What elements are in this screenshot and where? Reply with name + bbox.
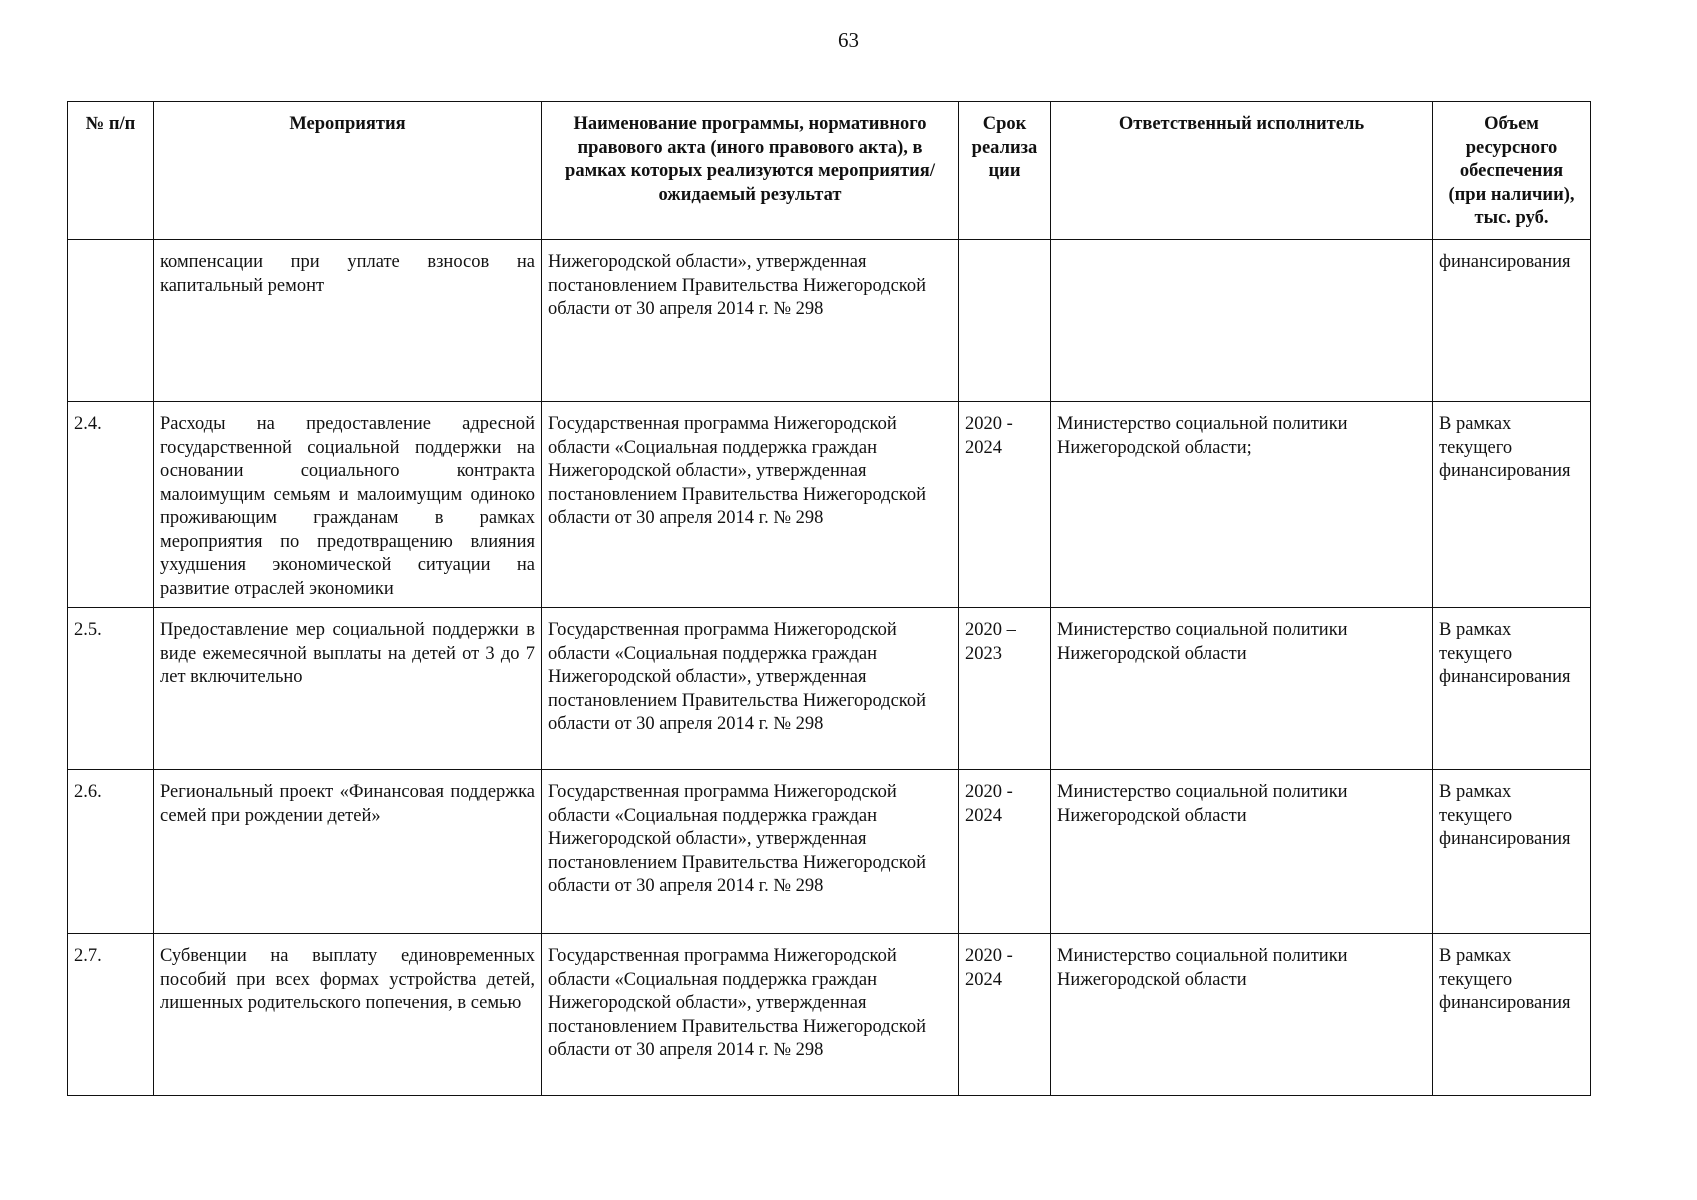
header-num: № п/п [68,102,154,240]
cell-activity: Предоставление мер социальной поддержки в виде ежемесячной выплаты на детей от 3 до 7 лет включительно [154,608,542,770]
cell-budget: В рамках текущего финансирования [1433,934,1591,1096]
cell-executor: Министерство социальной политики Нижегородской области; [1051,402,1433,608]
header-program: Наименование программы, нормативного правового акта (иного правового акта), в рамках которых реализуются мероприятия/ ожидаемый результат [542,102,959,240]
table-row [68,934,1591,1096]
header-term: Срок реализа ции [959,102,1051,240]
cell-budget: В рамках текущего финансирования [1433,608,1591,770]
table-row [68,770,1591,934]
cell-executor: Министерство социальной политики Нижегородской области [1051,770,1433,934]
cell-activity: Расходы на предоставление адресной государственной социальной поддержки на основании социального контракта малоимущим семьям и малоимущим одиноко проживающим гражданам в рамках мероприятия по предотвращению влияния ухудшения экономической ситуации на развитие отраслей экономики [154,402,542,608]
cell-term: 2020 - 2024 [959,770,1051,934]
cell-term: 2020 - 2024 [959,402,1051,608]
cell-num: 2.4. [68,402,154,608]
cell-activity: компенсации при уплате взносов на капитальный ремонт [154,240,542,402]
cell-num: 2.5. [68,608,154,770]
table-header-row [68,102,1591,240]
cell-executor [1051,240,1433,402]
header-executor: Ответственный исполнитель [1051,102,1433,240]
header-budget: Объем ресурсного обеспечения (при наличии), тыс. руб. [1433,102,1591,240]
cell-program: Государственная программа Нижегородской области «Социальная поддержка граждан Нижегородской области», утвержденная постановлением Правительства Нижегородской области от 30 апреля 2014 г. № 298 [542,770,959,934]
cell-budget: В рамках текущего финансирования [1433,770,1591,934]
table-row [68,402,1591,608]
cell-program: Государственная программа Нижегородской области «Социальная поддержка граждан Нижегородской области», утвержденная постановлением Правительства Нижегородской области от 30 апреля 2014 г. № 298 [542,608,959,770]
cell-term: 2020 - 2024 [959,934,1051,1096]
header-activity: Мероприятия [154,102,542,240]
table-row [68,240,1591,402]
table-row [68,608,1591,770]
cell-program: Нижегородской области», утвержденная постановлением Правительства Нижегородской области от 30 апреля 2014 г. № 298 [542,240,959,402]
cell-budget: финансирования [1433,240,1591,402]
page-number: 63 [838,28,859,52]
cell-term [959,240,1051,402]
activities-table [67,101,1591,1096]
cell-num: 2.6. [68,770,154,934]
cell-num: 2.7. [68,934,154,1096]
cell-budget: В рамках текущего финансирования [1433,402,1591,608]
cell-program: Государственная программа Нижегородской области «Социальная поддержка граждан Нижегородской области», утвержденная постановлением Правительства Нижегородской области от 30 апреля 2014 г. № 298 [542,934,959,1096]
cell-term: 2020 – 2023 [959,608,1051,770]
cell-activity: Субвенции на выплату единовременных пособий при всех формах устройства детей, лишенных родительского попечения, в семью [154,934,542,1096]
cell-executor: Министерство социальной политики Нижегородской области [1051,934,1433,1096]
cell-executor: Министерство социальной политики Нижегородской области [1051,608,1433,770]
cell-program: Государственная программа Нижегородской области «Социальная поддержка граждан Нижегородской области», утвержденная постановлением Правительства Нижегородской области от 30 апреля 2014 г. № 298 [542,402,959,608]
cell-activity: Региональный проект «Финансовая поддержка семей при рождении детей» [154,770,542,934]
cell-num [68,240,154,402]
